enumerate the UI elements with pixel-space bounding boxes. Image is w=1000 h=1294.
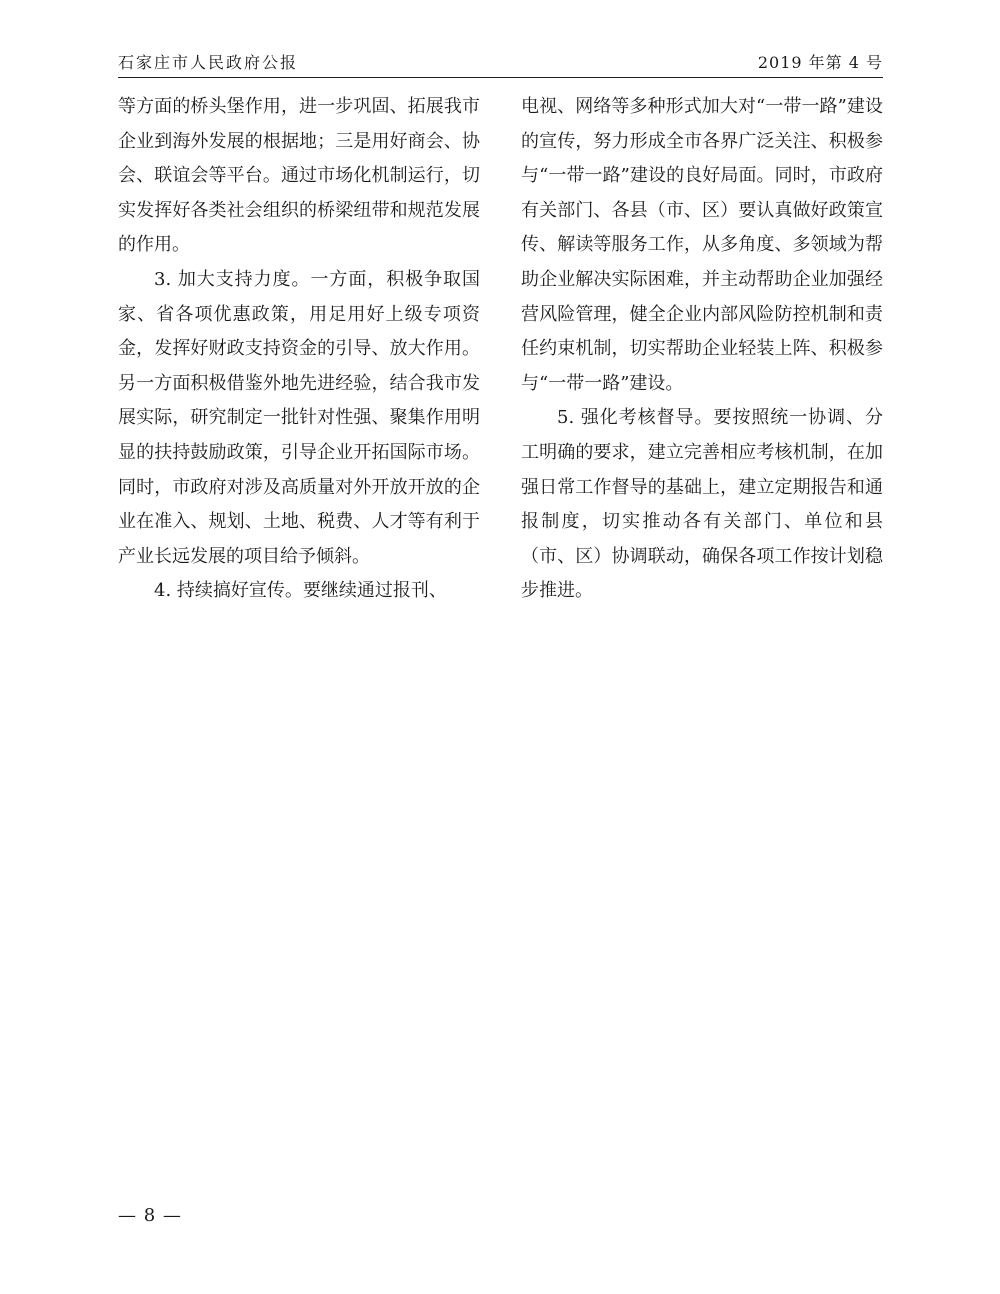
paragraph-supervision: 5. 强化考核督导。要按照统一协调、分工明确的要求，建立完善相应考核机制，在加强日常工作督导的基础上，建立定期报告和通报制度，切实推动各有关部门、单位和县（市、区）协调联动，确保各项工作按计划稳步推进。 (521, 407, 883, 602)
page-number: — 8 — (118, 1205, 182, 1226)
paragraph-continuation: 等方面的桥头堡作用，进一步巩固、拓展我市企业到海外发展的根据地；三是用好商会、协会、联谊会等平台。通过市场化机制运行，切实发挥好各类社会组织的桥梁纽带和规范发展的作用。 (118, 96, 480, 256)
paragraph-support: 3. 加大支持力度。一方面，积极争取国家、省各项优惠政策，用足用好上级专项资金，发挥好财政支持资金的引导、放大作用。另一方面积极借鉴外地先进经验，结合我市发展实际，研究制定一批针对性强、聚集作用明显的扶持鼓励政策，引导企业开拓国际市场。同时，市政府对涉及高质量对外开放开放的企业在准入、规划、土地、税费、人才等有利于产业长远发展的项目给予倾斜。 (118, 268, 480, 567)
left-column (118, 90, 480, 609)
right-column (521, 90, 883, 609)
journal-title: 石家庄市人民政府公报 (118, 53, 299, 72)
page-header (118, 50, 883, 76)
issue-number: 2019 年第 4 号 (757, 53, 883, 72)
header-divider (118, 77, 883, 78)
paragraph-publicity-continued: 电视、网络等多种形式加大对“一带一路”建设的宣传，努力形成全市各界广泛关注、积极参与“一带一路”建设的良好局面。同时，市政府有关部门、各县（市、区）要认真做好政策宣传、解读等服务工作，从多角度、多领域为帮助企业解决实际困难，并主动帮助企业加强经营风险管理，健全企业内部风险防控机制和责任约束机制，切实帮助企业轻装上阵、积极参与“一带一路”建设。 (521, 96, 883, 394)
paragraph-publicity: 4. 持续搞好宣传。要继续通过报刊、 (154, 580, 447, 602)
